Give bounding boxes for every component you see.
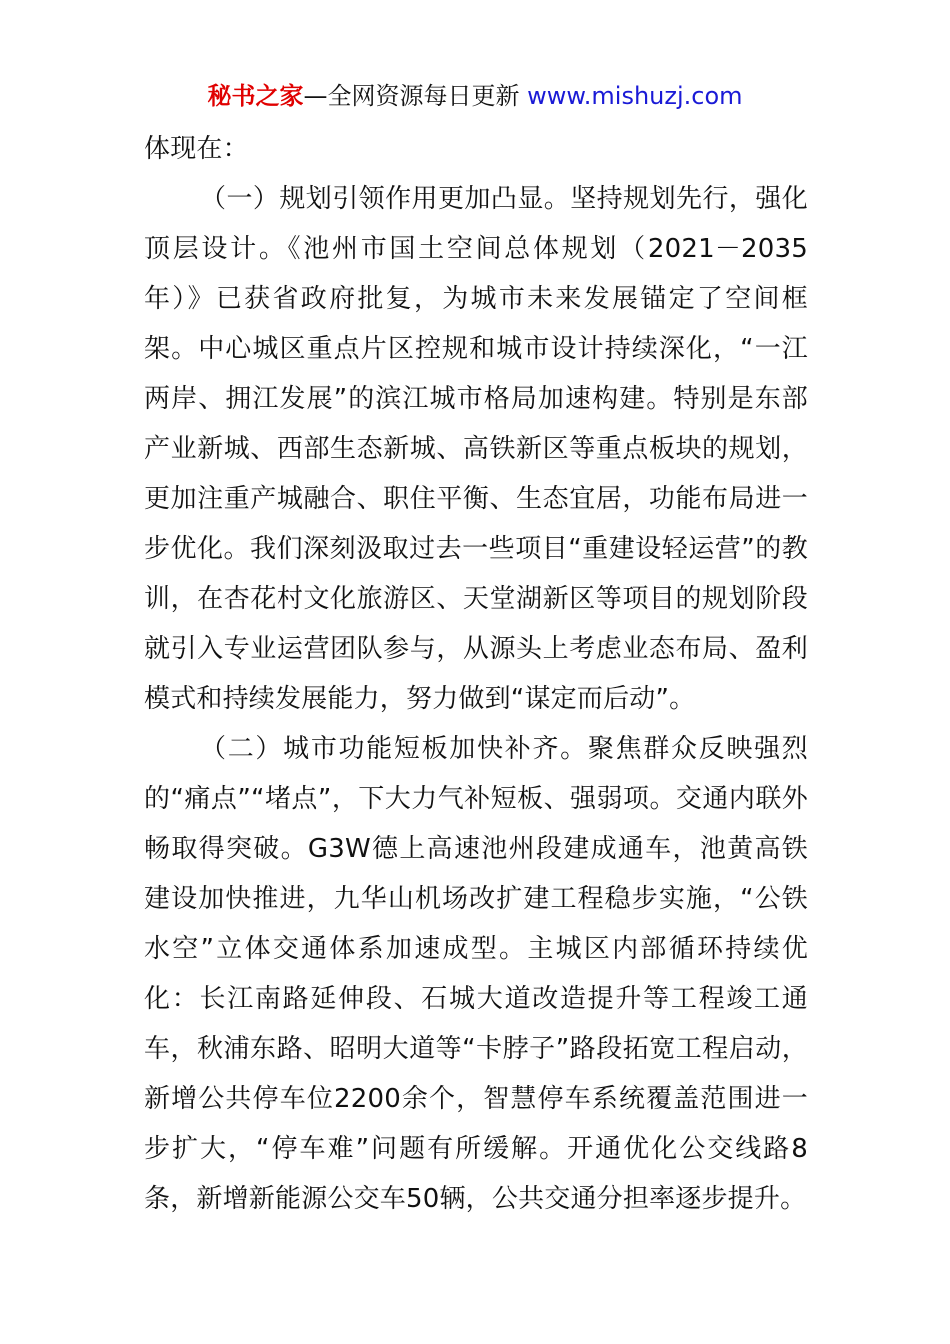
site-url: www.mishuzj.com bbox=[527, 82, 743, 110]
paragraph-planning: （一）规划引领作用更加凸显。坚持规划先行，强化顶层设计。《池州市国土空间总体规划（2021－2035年）》已获省政府批复，为城市未来发展锚定了空间框架。中心城区重点片区控规和城市设计持续深化，“一江两岸、拥江发展”的滨江城市格局加速构建。特别是东部产业新城、西部生态新城、高铁新区等重点板块的规划，更加注重产城融合、职住平衡、生态宜居，功能布局进一步优化。我们深刻汲取过去一些项目“重建设轻运营”的教训，在杏花村文化旅游区、天堂湖新区等项目的规划阶段就引入专业运营团队参与，从源头上考虑业态布局、盈利模式和持续发展能力，努力做到“谋定而后动”。 bbox=[144, 184, 808, 714]
site-brand: 秘书之家 bbox=[207, 82, 304, 110]
page-header bbox=[0, 78, 950, 114]
paragraph-city-function: （二）城市功能短板加快补齐。聚焦群众反映强烈的“痛点”“堵点”，下大力气补短板、强弱项。交通内联外畅取得突破。G3W德上高速池州段建成通车，池黄高铁建设加快推进，九华山机场改扩建工程稳步实施，“公铁水空”立体交通体系加速成型。主城区内部循环持续优化：长江南路延伸段、石城大道改造提升等工程竣工通车，秋浦东路、昭明大道等“卡脖子”路段拓宽工程启动，新增公共停车位2200余个，智慧停车系统覆盖范围进一步扩大，“停车难”问题有所缓解。开通优化公交线路8条，新增新能源公交车50辆，公共交通分担率逐步提升。 bbox=[144, 734, 808, 1214]
document-body bbox=[144, 124, 808, 1224]
site-tagline: —全网资源每日更新 bbox=[303, 82, 528, 110]
paragraph-intro: 体现在： bbox=[144, 134, 249, 164]
